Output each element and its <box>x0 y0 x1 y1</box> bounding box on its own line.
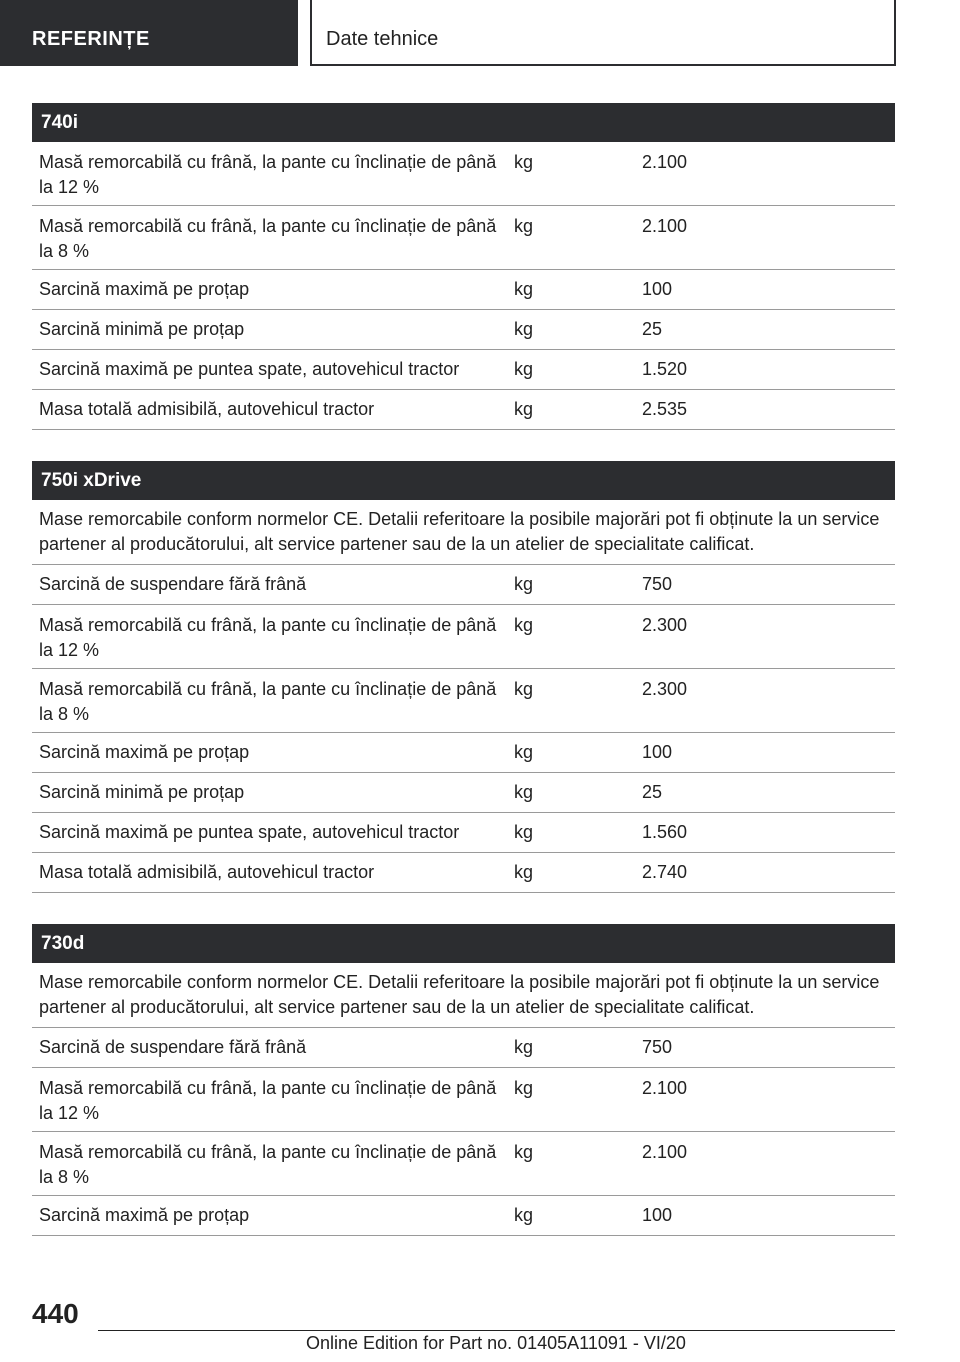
row-unit: kg <box>514 782 534 802</box>
row-unit: kg <box>514 216 534 236</box>
table-row <box>32 1132 895 1196</box>
spec-section <box>32 924 895 1236</box>
row-unit: kg <box>514 679 534 699</box>
row-label: Masă remorcabilă cu frână, la pante cu înclinație de până la 12 % <box>39 615 497 660</box>
table-row <box>32 142 895 206</box>
row-value: 2.100 <box>642 216 688 236</box>
page-header <box>0 0 960 66</box>
section-label: REFERINȚE <box>32 28 150 50</box>
row-value: 2.535 <box>642 399 688 419</box>
table-row <box>32 206 895 270</box>
table-row <box>32 853 895 893</box>
row-label: Masă remorcabilă cu frână, la pante cu înclinație de până la 12 % <box>39 152 497 197</box>
row-label: Masa totală admisibilă, autovehicul tractor <box>39 862 375 882</box>
row-label: Masa totală admisibilă, autovehicul tractor <box>39 399 375 419</box>
table-row <box>32 813 895 853</box>
row-value: 2.100 <box>642 152 688 172</box>
row-label: Sarcină maximă pe puntea spate, autovehicul tractor <box>39 822 460 842</box>
row-unit: kg <box>514 615 534 635</box>
row-label: Masă remorcabilă cu frână, la pante cu înclinație de până la 12 % <box>39 1078 497 1123</box>
row-unit: kg <box>514 862 534 882</box>
row-label: Sarcină de suspendare fără frână <box>39 1037 307 1057</box>
row-label: Masă remorcabilă cu frână, la pante cu înclinație de până la 8 % <box>39 1142 497 1187</box>
section-title: 750i xDrive <box>32 461 895 500</box>
row-value: 1.520 <box>642 359 688 379</box>
row-unit: kg <box>514 822 534 842</box>
row-value: 100 <box>642 742 673 762</box>
row-label: Sarcină maximă pe proțap <box>39 742 250 762</box>
row-unit: kg <box>514 359 534 379</box>
row-label: Masă remorcabilă cu frână, la pante cu înclinație de până la 8 % <box>39 679 497 724</box>
row-value: 2.300 <box>642 615 688 635</box>
table-row <box>32 605 895 669</box>
table-row <box>32 733 895 773</box>
section-tab[interactable] <box>0 0 298 66</box>
row-unit: kg <box>514 399 534 419</box>
table-row <box>32 350 895 390</box>
spec-section <box>32 103 895 430</box>
page-number: 440 <box>32 1298 79 1329</box>
row-label: Sarcină maximă pe puntea spate, autovehicul tractor <box>39 359 460 379</box>
row-unit: kg <box>514 574 534 594</box>
edition-note: Online Edition for Part no. 01405A11091 - VI/20 <box>306 1333 686 1353</box>
table-row <box>32 390 895 430</box>
footer-divider <box>98 1330 895 1331</box>
row-value: 2.100 <box>642 1142 688 1162</box>
table-row <box>32 1068 895 1132</box>
row-unit: kg <box>514 1078 534 1098</box>
row-value: 2.740 <box>642 862 688 882</box>
row-value: 25 <box>642 782 663 802</box>
chapter-label: Date tehnice <box>326 28 439 50</box>
table-row <box>32 310 895 350</box>
section-note: Mase remorcabile conform normelor CE. Detalii referitoare la posibile majorări pot fi obținute la un service partener al producătorului, alt service partener sau de la un atelier de specialitate calificat. <box>32 963 895 1028</box>
row-value: 750 <box>642 1037 673 1057</box>
row-label: Masă remorcabilă cu frână, la pante cu înclinație de până la 8 % <box>39 216 497 261</box>
spec-tables <box>32 103 895 1267</box>
spec-section <box>32 461 895 893</box>
row-label: Sarcină maximă pe proțap <box>39 1205 250 1225</box>
row-label: Sarcină minimă pe proțap <box>39 782 245 802</box>
row-value: 100 <box>642 1205 673 1225</box>
row-value: 100 <box>642 279 673 299</box>
table-row <box>32 1196 895 1236</box>
row-label: Sarcină de suspendare fără frână <box>39 574 307 594</box>
chapter-tab <box>310 0 896 66</box>
row-unit: kg <box>514 1037 534 1057</box>
table-row <box>32 669 895 733</box>
section-title: 740i <box>32 103 895 142</box>
table-row <box>32 565 895 605</box>
table-row <box>32 773 895 813</box>
row-value: 2.300 <box>642 679 688 699</box>
row-unit: kg <box>514 1142 534 1162</box>
row-unit: kg <box>514 279 534 299</box>
row-value: 2.100 <box>642 1078 688 1098</box>
section-title: 730d <box>32 924 895 963</box>
row-unit: kg <box>514 742 534 762</box>
section-note: Mase remorcabile conform normelor CE. Detalii referitoare la posibile majorări pot fi obținute la un service partener al producătorului, alt service partener sau de la un atelier de specialitate calificat. <box>32 500 895 565</box>
row-value: 750 <box>642 574 673 594</box>
table-row <box>32 1028 895 1068</box>
table-row <box>32 270 895 310</box>
row-unit: kg <box>514 152 534 172</box>
row-unit: kg <box>514 1205 534 1225</box>
row-label: Sarcină maximă pe proțap <box>39 279 250 299</box>
row-value: 1.560 <box>642 822 688 842</box>
row-value: 25 <box>642 319 663 339</box>
row-unit: kg <box>514 319 534 339</box>
row-label: Sarcină minimă pe proțap <box>39 319 245 339</box>
